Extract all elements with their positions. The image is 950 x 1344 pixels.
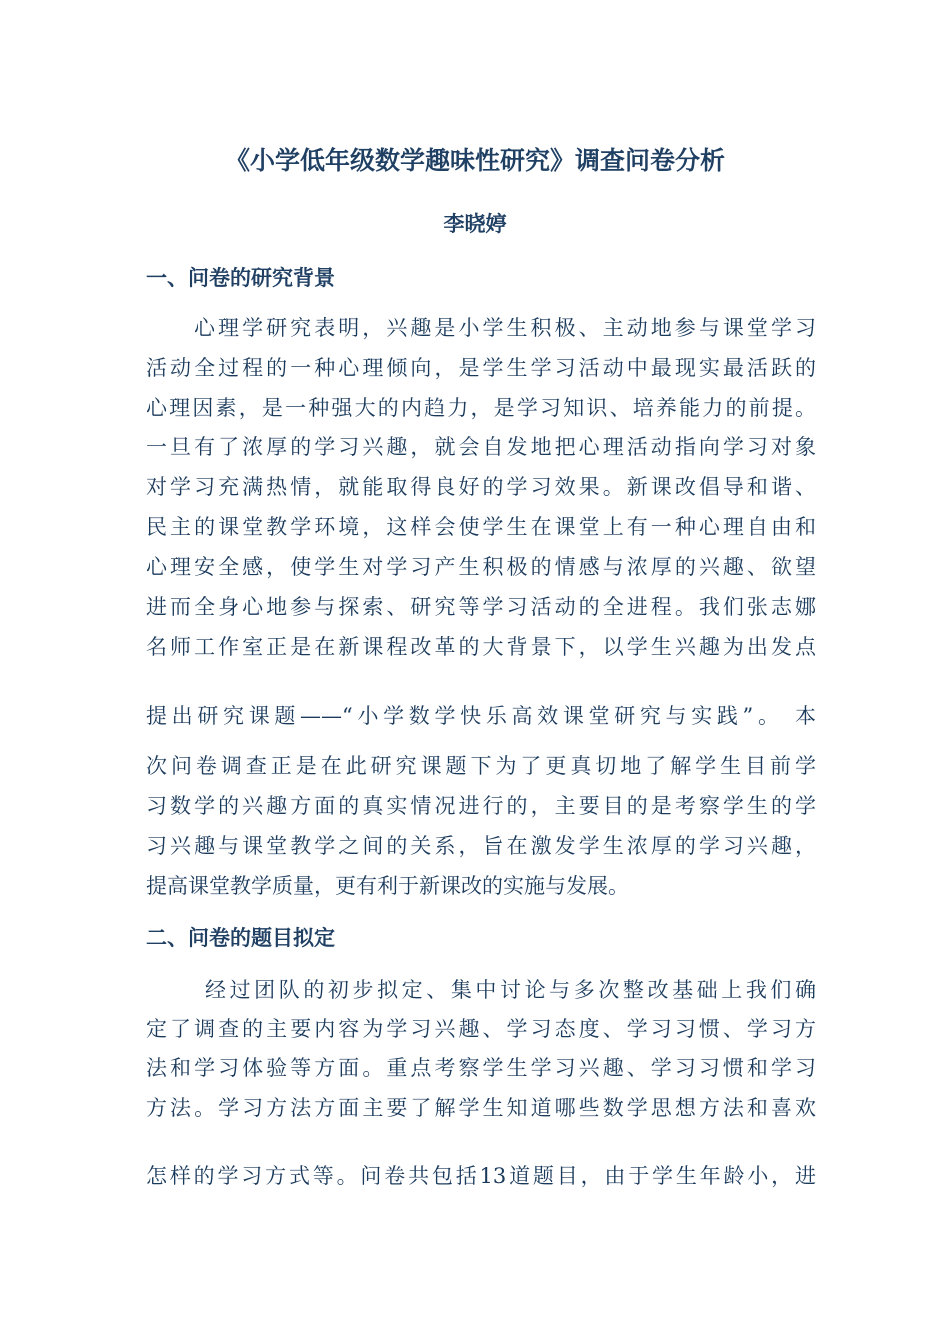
paragraph-line: 习兴趣与课堂教学之间的关系，旨在激发学生浓厚的学习兴趣， [146, 834, 816, 858]
paragraph-line: 民主的课堂教学环境，这样会使学生在课堂上有一种心理自由和 [146, 515, 816, 539]
paragraph-line: 次问卷调查正是在此研究课题下为了更真切地了解学生目前学 [146, 754, 816, 778]
paragraph-line: 进而全身心地参与探索、研究等学习活动的全进程。我们张志娜 [146, 595, 816, 619]
paragraph-line: 活动全过程的一种心理倾向，是学生学习活动中最现实最活跃的 [146, 356, 816, 380]
paragraph-line: 法和学习体验等方面。重点考察学生学习兴趣、学习习惯和学习 [146, 1056, 816, 1080]
paragraph-line: 心理因素，是一种强大的内趋力，是学习知识、培养能力的前提。 [146, 396, 816, 420]
paragraph-line: 怎样的学习方式等。问卷共包括13道题目，由于学生年龄小，进 [146, 1164, 816, 1188]
paragraph-line: 名师工作室正是在新课程改革的大背景下，以学生兴趣为出发点 [146, 635, 816, 659]
document-author: 李晓婷 [443, 212, 507, 236]
paragraph-line: 一旦有了浓厚的学习兴趣，就会自发地把心理活动指向学习对象 [146, 435, 816, 459]
paragraph-line: 对学习充满热情，就能取得良好的学习效果。新课改倡导和谐、 [146, 475, 816, 499]
paragraph-line: 习数学的兴趣方面的真实情况进行的，主要目的是考察学生的学 [146, 794, 816, 818]
section-heading-questions: 二、问卷的题目拟定 [146, 926, 335, 950]
paragraph-line: 提出研究课题——“小学数学快乐高效课堂研究与实践”。 本 [146, 704, 816, 728]
section-heading-background: 一、问卷的研究背景 [146, 266, 335, 290]
paragraph-line: 定了调查的主要内容为学习兴趣、学习态度、学习习惯、学习方 [146, 1017, 816, 1041]
paragraph-line: 心理学研究表明，兴趣是小学生积极、主动地参与课堂学习 [194, 316, 816, 340]
document-title: 《小学低年级数学趣味性研究》调查问卷分析 [224, 146, 725, 175]
paragraph-line: 方法。学习方法方面主要了解学生知道哪些数学思想方法和喜欢 [146, 1096, 816, 1120]
paragraph-line: 心理安全感，使学生对学习产生积极的情感与浓厚的兴趣、欲望 [146, 555, 816, 579]
paragraph-line: 经过团队的初步拟定、集中讨论与多次整改基础上我们确 [205, 978, 816, 1002]
paragraph-line: 提高课堂教学质量，更有利于新课改的实施与发展。 [146, 874, 629, 898]
